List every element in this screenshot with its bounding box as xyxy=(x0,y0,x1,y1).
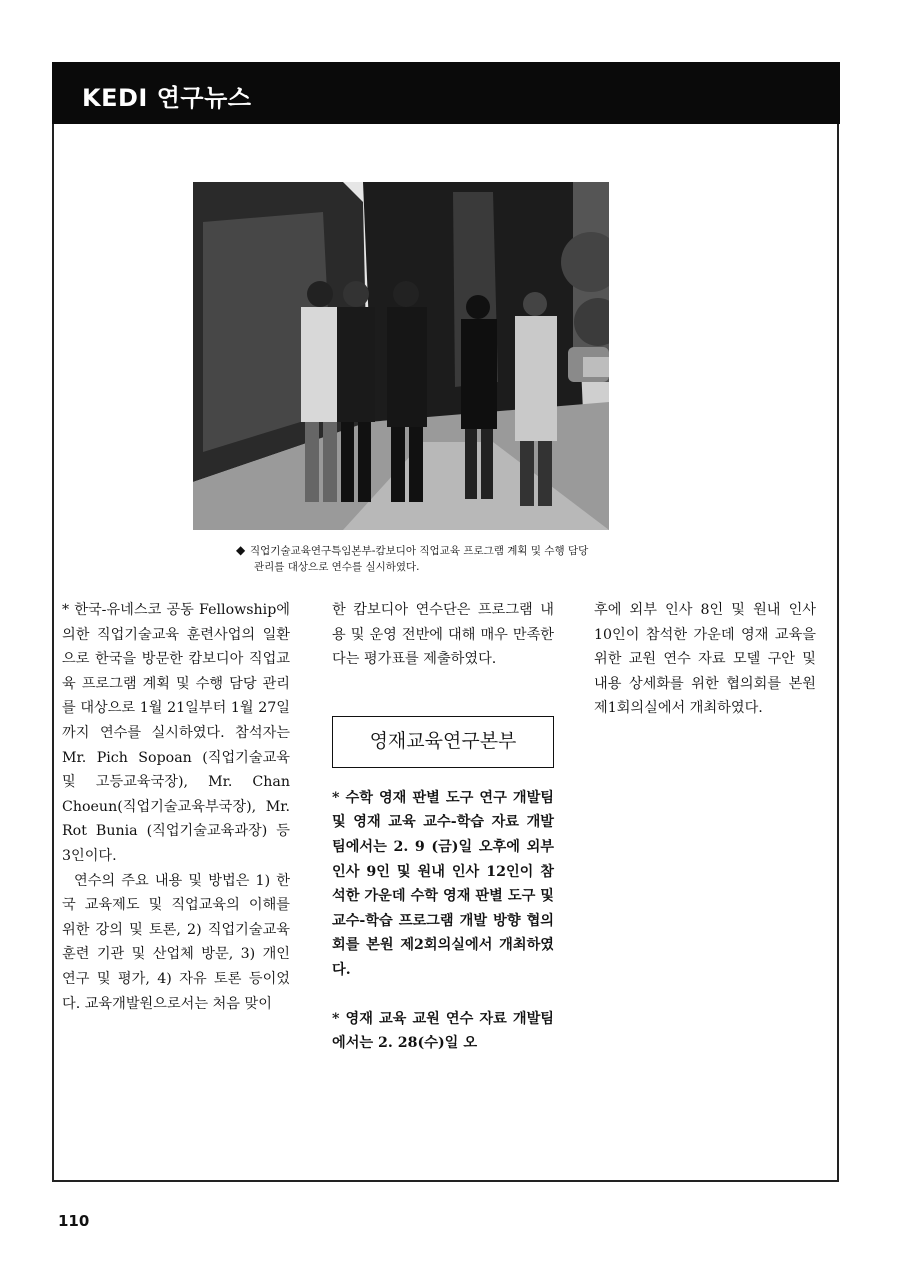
article-paragraph: 후에 외부 인사 8인 및 원내 인사 10인이 참석한 가운데 영재 교육을 위한 교원 연수 자료 모델 구안 및 내용 상세화를 위한 협의회를 본원 제1회의실에서 개최하였다. xyxy=(594,602,816,717)
column-1 xyxy=(62,598,290,1016)
section-banner xyxy=(52,62,840,124)
diamond-bullet-icon: ◆ xyxy=(236,543,246,557)
section-heading-box: 영재교육연구본부 xyxy=(332,716,554,768)
caption-line-2: 관리를 대상으로 연수를 실시하였다. xyxy=(254,561,420,573)
page-number: 110 xyxy=(58,1212,90,1230)
article-paragraph: * 한국-유네스코 공동 Fellowship에 의한 직업기술교육 훈련사업의 일환으로 한국을 방문한 캄보디아 직업교육 프로그램 계획 및 수행 담당 관리를 대상으로 1월 21일부터 1월 27일까지 연수를 실시하였다. 참석자는 Mr. Pich Sopoan (직업기술교육 및 고등교육국장), Mr. Chan Choeun(직업기술교육부국장), Mr. Rot Bunia (직업기술교육과장) 등 3인이다. xyxy=(62,602,290,864)
article-paragraph: 한 캄보디아 연수단은 프로그램 내용 및 운영 전반에 대해 매우 만족한다는 평가표를 제출하였다. xyxy=(332,602,554,668)
article-paragraph: 연수의 주요 내용 및 방법은 1) 한국 교육제도 및 직업교육의 이해를 위한 강의 및 토론, 2) 직업기술교육 훈련 기관 및 산업체 방문, 3) 개인 연구 및 평가, 4) 자유 토론 등이었다. 교육개발원으로서는 처음 맞이 xyxy=(62,872,290,1012)
photo-caption xyxy=(236,542,676,575)
column-2 xyxy=(332,598,554,1056)
article-paragraph: * 영재 교육 교원 연수 자료 개발팀에서는 2. 28(수)일 오 xyxy=(332,1010,554,1052)
section-title: KEDI 연구뉴스 xyxy=(82,84,252,112)
article-paragraph: * 수학 영재 판별 도구 연구 개발팀 및 영재 교육 교수-학습 자료 개발팀에서는 2. 9 (금)일 오후에 외부 인사 9인 및 원내 인사 12인이 참석한 가운데 수학 영재 판별 도구 및 교수-학습 프로그램 개발 방향 협의회를 본원 제2회의실에서 개최하였다. xyxy=(332,789,554,978)
column-3 xyxy=(594,598,816,721)
group-photo xyxy=(193,182,609,530)
caption-line-1: 직업기술교육연구특임본부-캄보디아 직업교육 프로그램 계획 및 수행 담당 xyxy=(250,545,589,557)
